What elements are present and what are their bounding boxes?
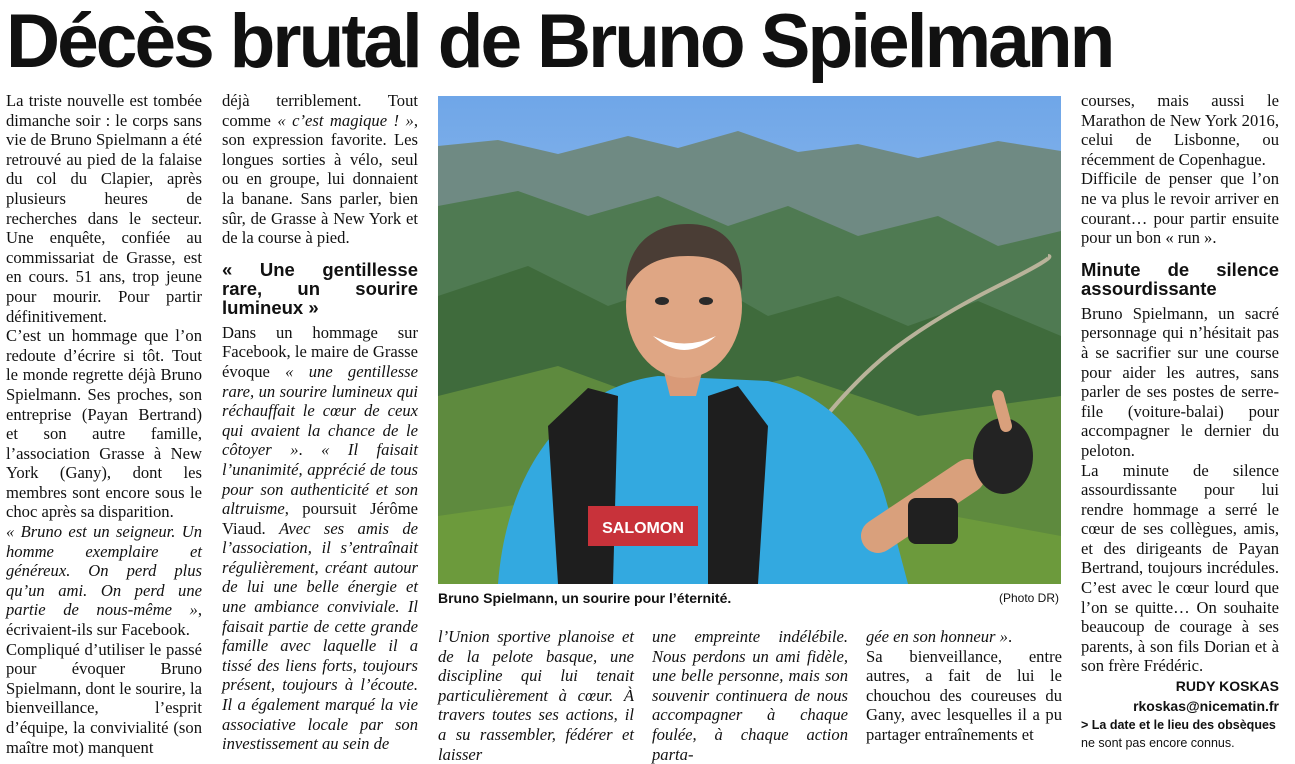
article-photo xyxy=(438,96,1061,584)
paragraph: La triste nouvelle est tombée dimanche soir : le corps sans vie de Bruno Spielmann a été retrouvé au pied de la falaise du col du Clapier, après plusieurs heures de recherches dans le secteur. Une enquête, confiée au commissariat de Grasse, est en cours. 51 ans, trop jeune pour mourir. Pour partir définitivement. xyxy=(6,91,202,326)
article-column-3 xyxy=(438,627,634,764)
paragraph xyxy=(6,522,202,640)
text: , son expression favorite. Les longues sorties à vélo, seul ou en groupe, lui donnaient la banane. Sans parler, bien sûr, de Grasse à New York et de la course à pied. xyxy=(222,110,418,248)
photo-credit: (Photo DR) xyxy=(998,591,1059,605)
paragraph: une empreinte indélébile. Nous perdons un ami fidèle, une belle personne, mais son souvenir continuera de nous accompagner à chaque foulée, à chaque action parta- xyxy=(652,627,848,764)
shirt-logo: SALOMON xyxy=(602,520,684,537)
text: déjà terriblement. Tout comme xyxy=(222,91,418,130)
text: Dans un hommage sur Facebook, le maire de Grasse évoque xyxy=(222,322,418,381)
runner-photo-illustration xyxy=(438,96,1061,584)
quote: « Il faisait l’unanimité, apprécié de tous pour son authenticité et son altruisme xyxy=(222,440,419,519)
paragraph: Bruno Spielmann, un sacré personnage qui n’hésitait pas à se sacrifier sur une course pour aider les autres, sans parler de ses postes de serre-file (voiture-balai) pour accompagner le dernier du peloton. xyxy=(1081,303,1279,460)
paragraph: l’Union sportive planoise et de la pelote basque, une discipline qui lui tenait particulièrement à cœur. À travers toutes ses actions, il a su rassembler, fédérer et laisser xyxy=(438,627,634,764)
headline: Décès brutal de Bruno Spielmann xyxy=(6,0,1113,84)
paragraph: Difficile de penser que l’on ne va plus le revoir arriver en courant… pour partir ensuite pour un bon « run ». xyxy=(1081,169,1279,248)
author-email: rkoskas@nicematin.fr xyxy=(1133,698,1279,715)
paragraph: C’est un hommage que l’on redoute d’écrire si tôt. Tout le monde regrette déjà Bruno Spielmann. Ses proches, son entreprise (Payan Bertrand) et son autre famille, l’association Grasse à New York (Gany), dont les membres sont encore sous le choc après sa disparition. xyxy=(6,326,202,522)
paragraph xyxy=(222,91,418,248)
article-column-5 xyxy=(866,627,1062,745)
article-column-2 xyxy=(222,91,418,754)
caption-text: Bruno Spielmann, un sourire pour l’éternité. xyxy=(438,590,732,606)
text: . xyxy=(1007,627,1013,646)
paragraph: Compliqué d’utiliser le passé pour évoquer Bruno Spielmann, dont le sourire, la bienveillance, l’esprit d’équipe, la convivialité (son maître mot) manquent xyxy=(6,639,202,757)
funeral-note xyxy=(1081,716,1279,752)
article-column-1 xyxy=(6,91,202,757)
quote: « Bruno est un seigneur. Un homme exemplaire et généreux. On perd plus qu’un ami. On perd une partie de nous-même » xyxy=(6,522,202,620)
text: . xyxy=(298,440,322,460)
quote: gée en son honneur » xyxy=(866,627,1008,646)
author-name: RUDY KOSKAS xyxy=(1175,678,1279,695)
note-text: ne sont pas encore connus. xyxy=(1081,736,1235,751)
paragraph: courses, mais aussi le Marathon de New York 2016, celui de Lisbonne, ou récemment de Copenhague. xyxy=(1081,91,1279,169)
subheading: Minute de silence assourdissante xyxy=(1081,258,1279,299)
note-title: > La date et le lieu des obsèques xyxy=(1081,718,1276,733)
quote: « une gentillesse rare, un sourire lumineux qui réchauffait le cœur de ceux qui avaient la chance de le côtoyer » xyxy=(222,361,418,460)
text: , poursuit Jérôme Viaud. xyxy=(222,499,418,538)
paragraph: Sa bienveillance, entre autres, a fait de lui le chouchou des coureuses du Gany, avec lesquelles il a pu partager entraînements et xyxy=(866,646,1062,744)
quote: Avec ses amis de l’association, il s’entraînait régulièrement, créant autour de lui une belle énergie et une ambiance conviviale. Il faisait partie de cette grande famille avec laquelle il a tissé des liens forts, toujours présent, toujours à l’écoute. Il a également marqué la vie associative locale par son investissement au sein de xyxy=(222,518,418,754)
quote: « c’est magique ! » xyxy=(277,110,414,130)
text: , écrivaient-ils sur Facebook. xyxy=(6,600,202,640)
paragraph: La minute de silence assourdissante pour lui rendre hommage a serré le cœur de ses collègues, amis, et des dirigeants de Payan Bertrand, toujours incrédules. C’est avec le cœur lourd que l’on se quitte… On souhaite beaucoup de courage à ses parents, à son fils Dorian et à son frère Frédéric. xyxy=(1081,460,1279,676)
subheading: « Une gentillesse rare, un sourire lumineux » xyxy=(222,258,418,318)
paragraph xyxy=(222,323,418,754)
article-column-6 xyxy=(1081,91,1279,752)
paragraph xyxy=(866,627,1062,647)
article-column-4 xyxy=(652,627,848,764)
photo-caption xyxy=(438,590,1061,606)
